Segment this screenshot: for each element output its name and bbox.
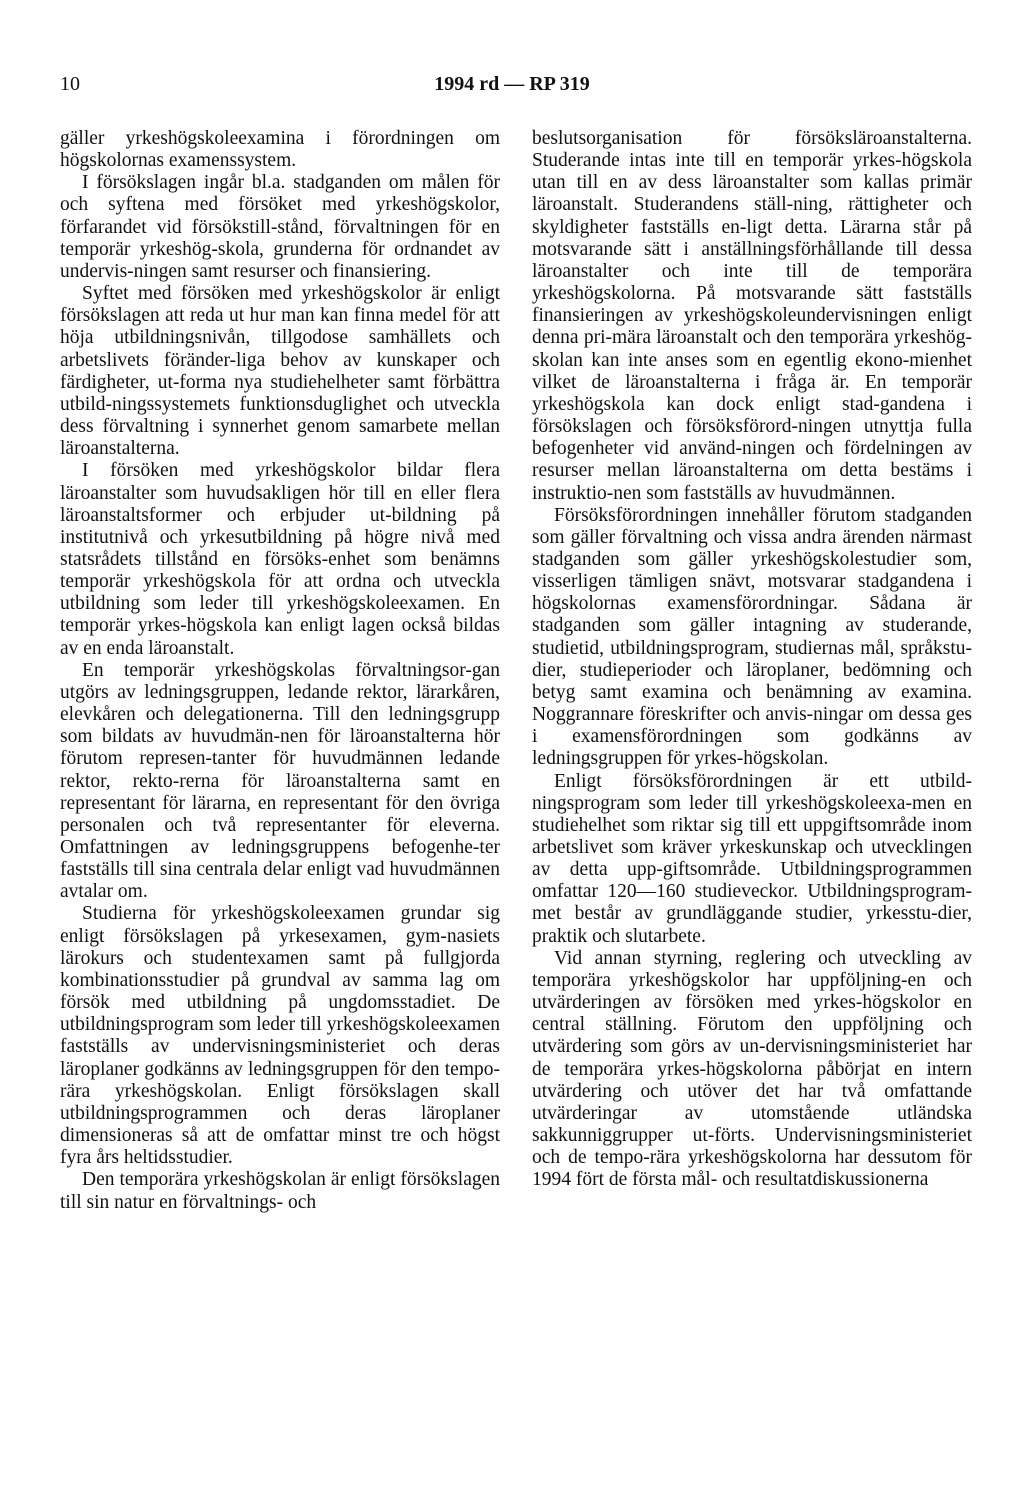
- paragraph: Syftet med försöken med yrkeshögskolor är enligt försökslagen att reda ut hur man kan finna medel för att höja utbildningsnivån, tillgodose samhällets och arbetslivets föränder-liga behov av kunskaper och färdigheter, ut-forma nya studiehelheter samt förbättra utbild-ningssystemets funktionsduglighet och utveckla dess förvaltning i synnerhet genom samarbete mellan läroanstalterna.: [60, 283, 500, 460]
- paragraph: beslutsorganisation för försöksläroanstalterna. Studerande intas inte till en temporär yrkes-högskola utan till en av dess läroanstalter som kallas primär läroanstalt. Studerandens ställ-ning, rättigheter och skyldigheter fastställs en-ligt detta. Lärarna står på motsvarande sätt i anställningsförhållande till dessa läroanstalter och inte till de temporära yrkeshögskolorna. På motsvarande sätt fastställs finansieringen av yrkeshögskoleundervisningen enligt denna pri-mära läroanstalt och den temporära yrkeshög-skolan kan inte anses som en egentlig ekono-mienhet vilket de läroanstalterna i fråga är. En temporär yrkeshögskola kan dock enligt stad-gandena i försökslagen och försöksförord-ningen utnyttja fulla befogenheter vid använd-ningen och fördelningen av resurser mellan läroanstalterna om detta bestäms i instruktio-nen som fastställs av huvudmännen.: [532, 128, 972, 504]
- paragraph: Vid annan styrning, reglering och utveckling av temporära yrkeshögskolor har uppföljning-en och utvärderingen av försöken med yrkes-högskolor en central ställning. Förutom den uppföljning och utvärdering som görs av un-dervisningsministeriet har de temporära yrkes-högskolorna påbörjat en intern utvärdering och utöver det har två omfattande utvärderingar av utomstående utländska sakkunniggrupper ut-förts. Undervisningsministeriet och de tempo-rära yrkeshögskolorna har dessutom för 1994 fört de första mål- och resultatdiskussionerna: [532, 947, 972, 1191]
- paragraph: Försöksförordningen innehåller förutom stadganden som gäller förvaltning och vissa andra ärenden närmast stadganden som gäller yrkeshögskolestudier som, visserligen tämligen snävt, motsvarar stadgandena i högskolornas examensförordningar. Sådana är stadganden som gäller intagning av studerande, studietid, utbildningsprogram, studiernas mål, språkstu-dier, studieperioder och läroplaner, bedömning och betyg samt examina och benämning av examina. Noggrannare föreskrifter och anvis-ningar om dessa ges i examensförordningen som godkänns av ledningsgruppen för yrkes-högskolan.: [532, 504, 972, 770]
- paragraph: I försöken med yrkeshögskolor bildar flera läroanstalter som huvudsakligen hör till en eller flera läroanstaltsformer och erbjuder ut-bildning på institutnivå och yrkesutbildning på högre nivå med statsrådets tillstånd en försöks-enhet som benämns temporär yrkeshögskola för att ordna och utveckla utbildning som leder till yrkeshögskoleexamen. En temporär yrkes-högskola kan enligt lagen också bildas av en enda läroanstalt.: [60, 460, 500, 659]
- paragraph: Studierna för yrkeshögskoleexamen grundar sig enligt försökslagen på yrkesexamen, gym-nasiets lärokurs och studentexamen samt på fullgjorda kombinationsstudier på grundval av samma lag om försök med utbildning på ungdomsstadiet. De utbildningsprogram som leder till yrkeshögskoleexamen fastställs av undervisningsministeriet och deras läroplaner godkänns av ledningsgruppen för den tempo-rära yrkeshögskolan. Enligt försökslagen skall utbildningsprogrammen och deras läroplaner dimensioneras så att de omfattar minst tre och högst fyra års heltidsstudier.: [60, 903, 500, 1169]
- paragraph: Den temporära yrkeshögskolan är enligt försökslagen till sin natur en förvaltnings- och: [60, 1169, 500, 1213]
- paragraph: I försökslagen ingår bl.a. stadganden om målen för och syftena med försöket med yrkeshögskolor, förfarandet vid försökstill-stånd, förvaltningen för en temporär yrkeshög-skola, grunderna för ordnandet av undervis-ningen samt resurser och finansiering.: [60, 172, 500, 282]
- running-title: 1994 rd — RP 319: [434, 73, 590, 95]
- paragraph: En temporär yrkeshögskolas förvaltningsor-gan utgörs av ledningsgruppen, ledande rektor, lärarkåren, elevkåren och delegationerna. Till den ledningsgrupp som bildats av huvudmän-nen för läroanstalterna hör förutom represen-tanter för huvudmännen ledande rektor, rekto-rerna för läroanstalterna samt en representant för lärarna, en representant för den övriga personalen och två representanter för eleverna. Omfattningen av ledningsgruppens befogenhe-ter fastställs till sina centrala delar enligt vad huvudmännen avtalar om.: [60, 659, 500, 903]
- paragraph: gäller yrkeshögskoleexamina i förordningen om högskolornas examenssystem.: [60, 128, 500, 172]
- page-number: 10: [60, 73, 80, 95]
- left-column: [60, 128, 500, 1214]
- right-column: [532, 128, 972, 1192]
- paragraph: Enligt försöksförordningen är ett utbild-ningsprogram som leder till yrkeshögskoleexa-men en studiehelhet som riktar sig till ett uppgiftsområde inom arbetslivet som kräver yrkeskunskap och utvecklingen av detta upp-giftsområde. Utbildningsprogrammen omfattar 120—160 studieveckor. Utbildningsprogram-met består av grundläggande studier, yrkesstu-dier, praktik och slutarbete.: [532, 770, 972, 947]
